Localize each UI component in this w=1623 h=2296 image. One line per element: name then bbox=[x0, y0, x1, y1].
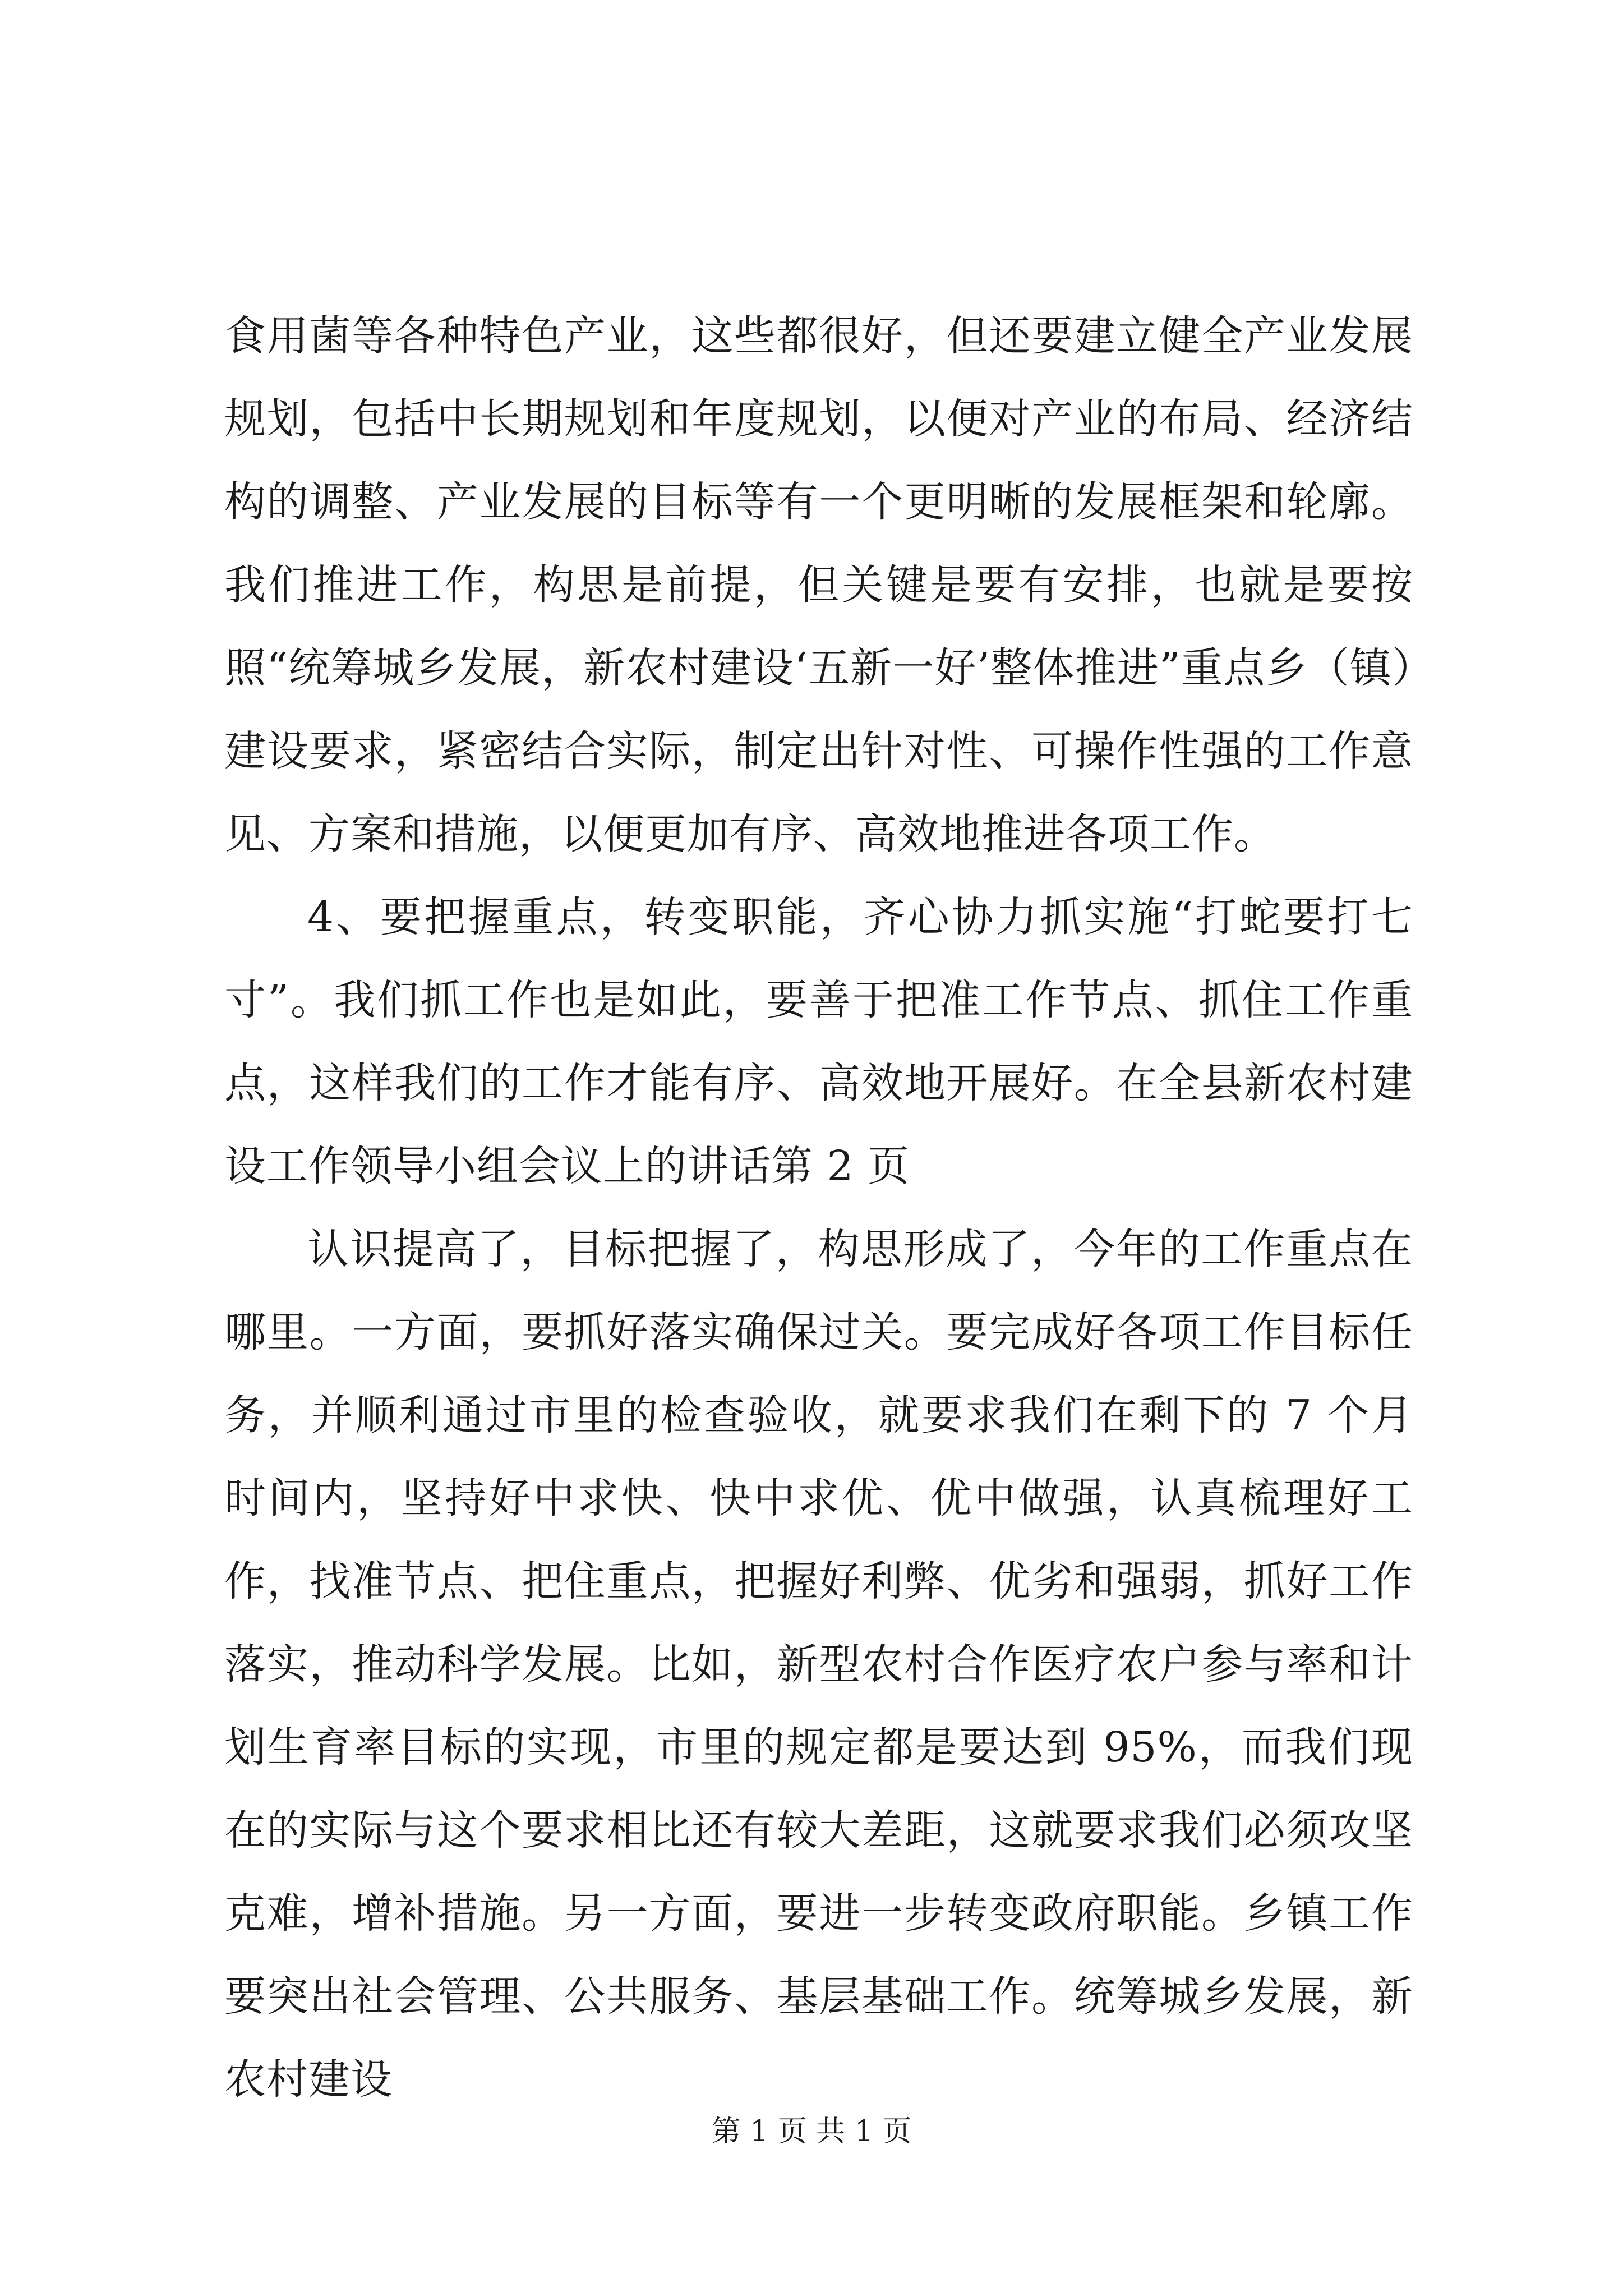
paragraph-3: 认识提高了，目标把握了，构思形成了，今年的工作重点在哪里。一方面，要抓好落实确保过关。要完成好各项工作目标任务，并顺利通过市里的检查验收，就要求我们在剩下的 7 个月时间内，坚持好中求快、快中求优、优中做强，认真梳理好工作，找准节点、把住重点，把握好利弊、优劣和强弱，抓好工作落实，推动科学发展。比如，新型农村合作医疗农户参与率和计划生育率目标的实现，市里的规定都是要达到 95%，而我们现在的实际与这个要求相比还有较大差距，这就要求我们必须攻坚克难，增补措施。另一方面，要进一步转变政府职能。乡镇工作要突出社会管理、公共服务、基层基础工作。统筹城乡发展，新农村建设 bbox=[224, 1225, 1413, 2104]
document-body bbox=[224, 295, 1413, 2121]
paragraph-1: 食用菌等各种特色产业，这些都很好，但还要建立健全产业发展规划，包括中长期规划和年度规划，以便对产业的布局、经济结构的调整、产业发展的目标等有一个更明晰的发展框架和轮廓。我们推进工作，构思是前提，但关键是要有安排，也就是要按照“统筹城乡发展，新农村建设‘五新一好’整体推进”重点乡（镇）建设要求，紧密结合实际，制定出针对性、可操作性强的工作意见、方案和措施，以便更加有序、高效地推进各项工作。 bbox=[224, 312, 1413, 858]
page-footer: 第 1 页 共 1 页 bbox=[711, 2115, 912, 2148]
paragraph-2: 4、要把握重点，转变职能，齐心协力抓实施“打蛇要打七寸”。我们抓工作也是如此，要善于把准工作节点、抓住工作重点，这样我们的工作才能有序、高效地开展好。在全县新农村建设工作领导小组会议上的讲话第 2 页 bbox=[224, 893, 1413, 1190]
